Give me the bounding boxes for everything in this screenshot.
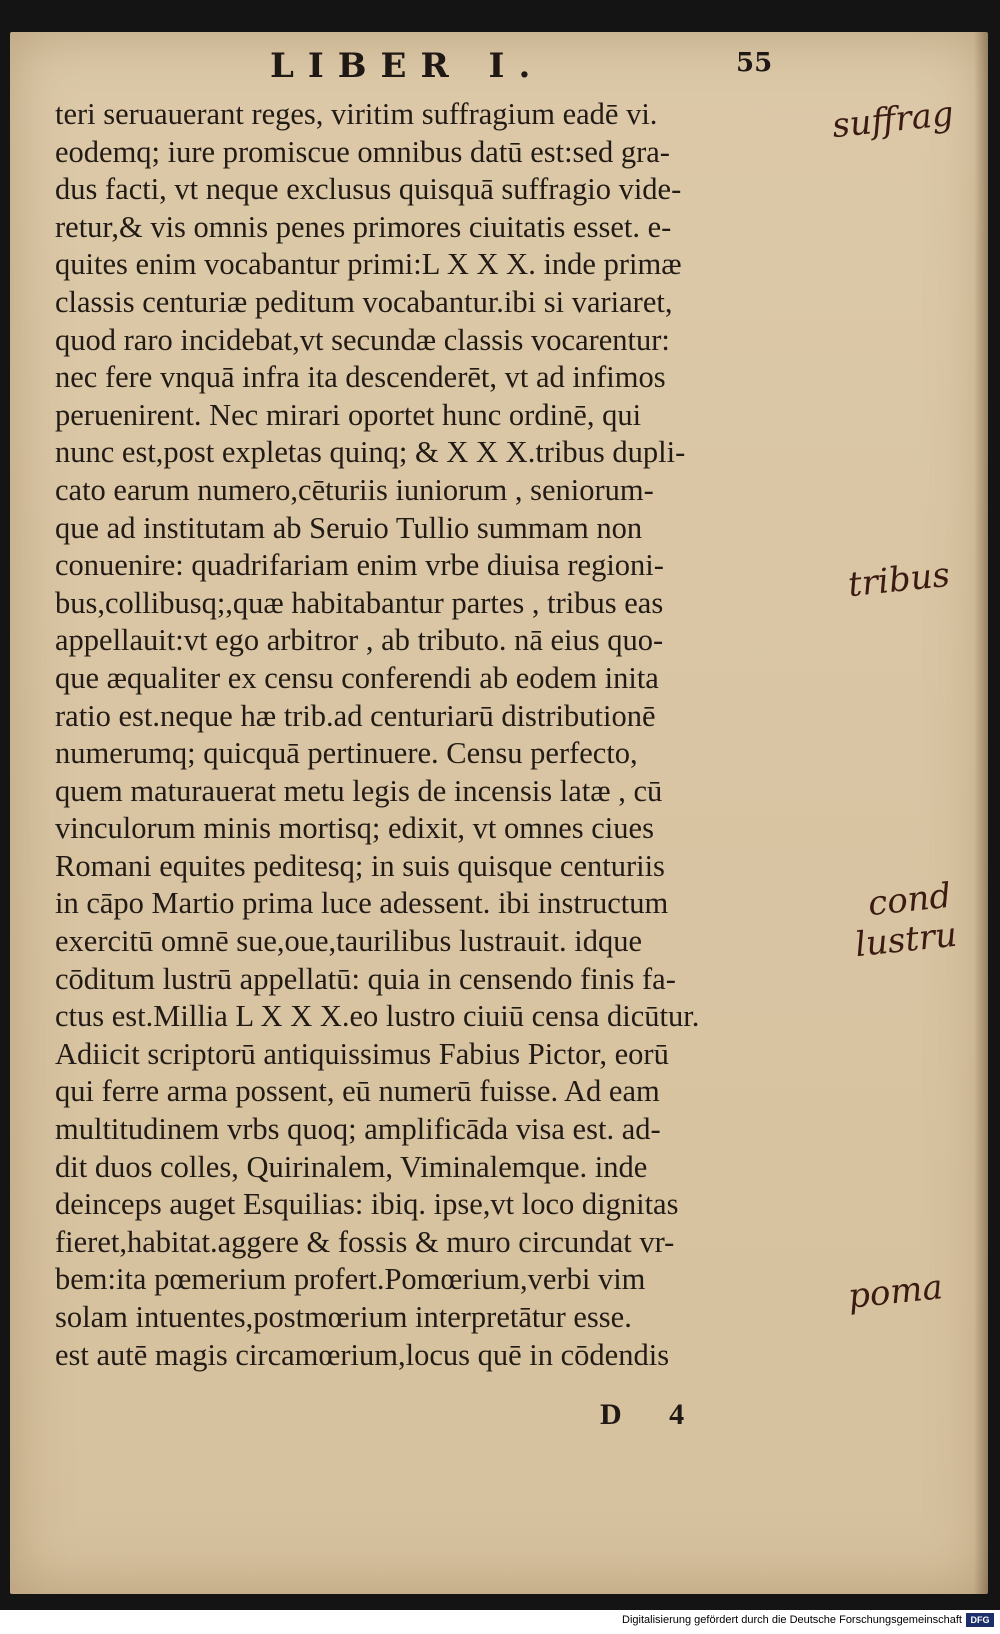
dfg-logo: DFG (966, 1613, 994, 1627)
text-line: deinceps auget Esquilias: ibiq. ipse,vt loco dignitas (55, 1187, 679, 1222)
text-line: numerumq; quicquā pertinuere. Censu perfecto, (55, 736, 638, 771)
text-line: appellauit:vt ego arbitror , ab tributo. nā eius quo- (55, 623, 664, 658)
text-line: nec fere vnquā infra ita descenderēt, vt ad infimos (55, 360, 666, 395)
text-line: peruenirent. Nec mirari oportet hunc ordinē, qui (55, 397, 642, 432)
page-edge-shadow (974, 32, 988, 1594)
text-line: quites enim vocabantur primi:L X X X. inde primæ (55, 247, 682, 282)
body-text (55, 96, 810, 1374)
marginal-note: poma (846, 1267, 945, 1317)
text-line: cōditum lustrū appellatū: quia in censendo finis fa- (55, 961, 676, 996)
text-line: ratio est.neque hæ trib.ad centuriarū distributionē (55, 698, 656, 733)
text-line: dit duos colles, Quirinalem, Viminalemque. inde (55, 1149, 648, 1184)
marginal-note: tribus (846, 554, 952, 606)
text-line: solam intuentes,postmœrium interpretātur esse. (55, 1300, 632, 1334)
text-line: exercitū omnē sue,oue,taurilibus lustrauit. idque (55, 924, 642, 959)
text-line: conuenire: quadrifariam enim vrbe diuisa regioni- (55, 548, 664, 583)
text-line: vinculorum minis mortisq; edixit, vt omnes ciues (55, 811, 654, 846)
running-head: LIBER I. (270, 46, 545, 86)
marginal-note: suffrag (830, 93, 956, 147)
text-line: ctus est.Millia L X X X.eo lustro ciuiū censa dicūtur. (55, 999, 700, 1034)
signature-mark: D 4 (600, 1398, 705, 1431)
text-line: que æqualiter ex censu conferendi ab eodem inita (55, 660, 659, 695)
text-line: quod raro incidebat,vt secundæ classis vocarentur: (55, 322, 670, 357)
text-line: teri seruauerant reges, viritim suffragium eadē vi. (55, 97, 658, 131)
marginal-note: lustru (853, 914, 959, 966)
text-line: bus,collibusq;,quæ habitabantur partes , tribus eas (55, 585, 664, 620)
page-number: 55 (736, 48, 773, 78)
text-line: nunc est,post expletas quinq; & X X X.tribus dupli- (55, 435, 686, 470)
text-line: dus facti, vt neque exclusus quisquā suffragio vide- (55, 172, 682, 207)
text-line: in cāpo Martio prima luce adessent. ibi instructum (55, 886, 669, 921)
text-line: cato earum numero,cēturiis iuniorum , seniorum- (55, 472, 654, 507)
text-line: Romani equites peditesq; in suis quisque centuriis (55, 848, 665, 883)
text-line: retur,& vis omnis penes primores ciuitatis esset. e- (55, 209, 672, 244)
text-line: Adiicit scriptorū antiquissimus Fabius Pictor, eorū (55, 1036, 669, 1071)
text-line: fieret,habitat.aggere & fossis & muro circundat vr- (55, 1224, 675, 1259)
marginal-note: cond (866, 875, 954, 925)
funding-credit: Digitalisierung gefördert durch die Deutsche Forschungsgemeinschaft (622, 1614, 962, 1626)
text-line: quem maturauerat metu legis de incensis latæ , cū (55, 773, 663, 808)
text-line: multitudinem vrbs quoq; amplificāda visa est. ad- (55, 1112, 661, 1147)
text-line: eodemq; iure promiscue omnibus datū est:sed gra- (55, 134, 670, 169)
text-line: qui ferre arma possent, eū numerū fuisse. Ad eam (55, 1074, 660, 1109)
text-line: est autē magis circamœrium,locus quē in cōdendis (55, 1337, 670, 1372)
text-line: bem:ita pœmerium profert.Pomœrium,verbi vim (55, 1262, 646, 1297)
text-line: que ad institutam ab Seruio Tullio summam non (55, 510, 643, 545)
text-line: classis centuriæ peditum vocabantur.ibi si variaret, (55, 284, 673, 319)
